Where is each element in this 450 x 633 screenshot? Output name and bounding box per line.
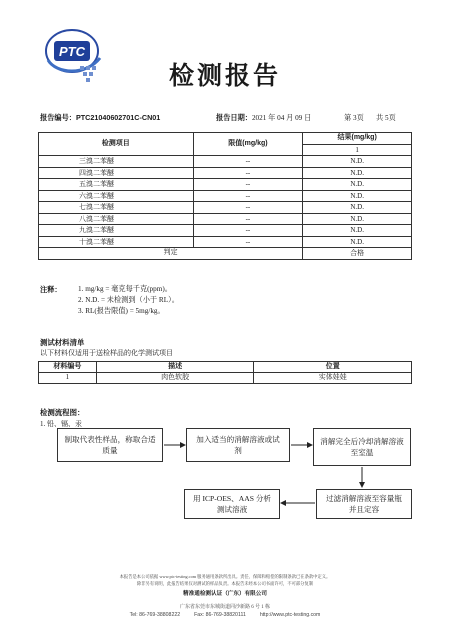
report-date-label: 报告日期： xyxy=(216,113,252,122)
row-result: N.D. xyxy=(303,225,412,237)
page-title: 检测报告 xyxy=(168,61,281,90)
row-limit: -- xyxy=(193,179,303,191)
verdict-value: 合格 xyxy=(303,248,412,260)
row-item: 九溴二苯醚 xyxy=(39,225,194,237)
flow-step-4: 过滤消解溶液至容量瓶并且定容 xyxy=(316,489,412,519)
row-result: N.D. xyxy=(303,236,412,248)
logo-text: PTC xyxy=(59,44,85,59)
flow-step-1: 制取代表性样品，称取合适质量 xyxy=(57,428,163,462)
note-item: 1. mg/kg = 毫克每千克(ppm)。 xyxy=(78,285,172,293)
footer-address: 广东省东莞市东城街道同沙新路 6 号 1 栋 xyxy=(179,605,270,610)
header-item: 检测项目 xyxy=(39,133,194,156)
row-item: 十溴二苯醚 xyxy=(39,236,194,248)
row-result: N.D. xyxy=(303,156,412,168)
material-no: 1 xyxy=(39,373,97,384)
page-number: 第 3页 xyxy=(344,114,364,122)
footer-disclaimer-2: 除非另有说明，此报告结果仅对测试的样品负责。本报告未经本公司书面许可，不可部分复制 xyxy=(136,581,314,586)
note-item: 3. RL(报告限值) = 5mg/kg。 xyxy=(78,307,165,315)
footer-company: 精准通检测认证（广东）有限公司 xyxy=(183,591,267,597)
material-desc: 肉色软胶 xyxy=(96,373,254,384)
note-item: 2. N.D. = 未检测到（小于 RL）。 xyxy=(78,296,179,304)
header-material-no: 材料编号 xyxy=(39,362,97,373)
notes-label: 注释： xyxy=(40,285,62,294)
row-limit: -- xyxy=(193,236,303,248)
footer-disclaimer: 本报告是本公司依据 www.ptc-testing.com 服务通用条款所出具。责任、保障和赔偿的限制条款已在条款中定义。 xyxy=(119,574,331,579)
report-date-value: 2021 年 04 月 09 日 xyxy=(251,114,312,122)
footer-website[interactable]: http://www.ptc-testing.com xyxy=(259,612,321,618)
header-sample-no: 1 xyxy=(303,144,412,156)
material-location: 实体娃娃 xyxy=(254,373,412,384)
row-item: 三溴二苯醚 xyxy=(39,156,194,168)
report-number-label: 报告编号： xyxy=(40,113,76,122)
flow-step-5: 用 ICP-OES、AAS 分析测试溶液 xyxy=(184,489,280,519)
footer-contact xyxy=(0,612,450,618)
flow-title: 检测流程图： xyxy=(40,408,85,417)
row-item: 八溴二苯醚 xyxy=(39,213,194,225)
row-result: N.D. xyxy=(303,213,412,225)
row-result: N.D. xyxy=(303,167,412,179)
materials-description: 以下材料仅适用于送检样品的化学测试项目 xyxy=(40,349,173,357)
flow-subtitle: 1. 铅、镉、汞 xyxy=(40,420,82,428)
row-item: 七溴二苯醚 xyxy=(39,202,194,214)
row-result: N.D. xyxy=(303,202,412,214)
materials-title: 测试材料清单 xyxy=(40,338,85,347)
row-limit: -- xyxy=(193,202,303,214)
header-limit: 限值(mg/kg) xyxy=(193,133,303,156)
header-result: 结果(mg/kg) xyxy=(303,133,412,145)
flow-step-3: 消解完全后冷却消解溶液至室温 xyxy=(313,428,411,466)
header-material-desc: 描述 xyxy=(96,362,254,373)
footer-tel: Tel: 86-769-38808222 xyxy=(129,612,181,618)
row-item: 四溴二苯醚 xyxy=(39,167,194,179)
row-result: N.D. xyxy=(303,179,412,191)
footer-fax: Fax: 86-769-38820111 xyxy=(194,612,246,618)
row-limit: -- xyxy=(193,190,303,202)
flow-step-2: 加入适当的消解溶液或试剂 xyxy=(186,428,290,462)
row-limit: -- xyxy=(193,213,303,225)
page-total: 共 5页 xyxy=(376,114,396,122)
row-limit: -- xyxy=(193,156,303,168)
row-limit: -- xyxy=(193,225,303,237)
row-item: 六溴二苯醚 xyxy=(39,190,194,202)
row-limit: -- xyxy=(193,167,303,179)
report-number-value: PTC21040602701C-CN01 xyxy=(75,113,161,122)
header-material-location: 位置 xyxy=(254,362,412,373)
row-item: 五溴二苯醚 xyxy=(39,179,194,191)
row-result: N.D. xyxy=(303,190,412,202)
verdict-label: 判定 xyxy=(39,248,303,260)
